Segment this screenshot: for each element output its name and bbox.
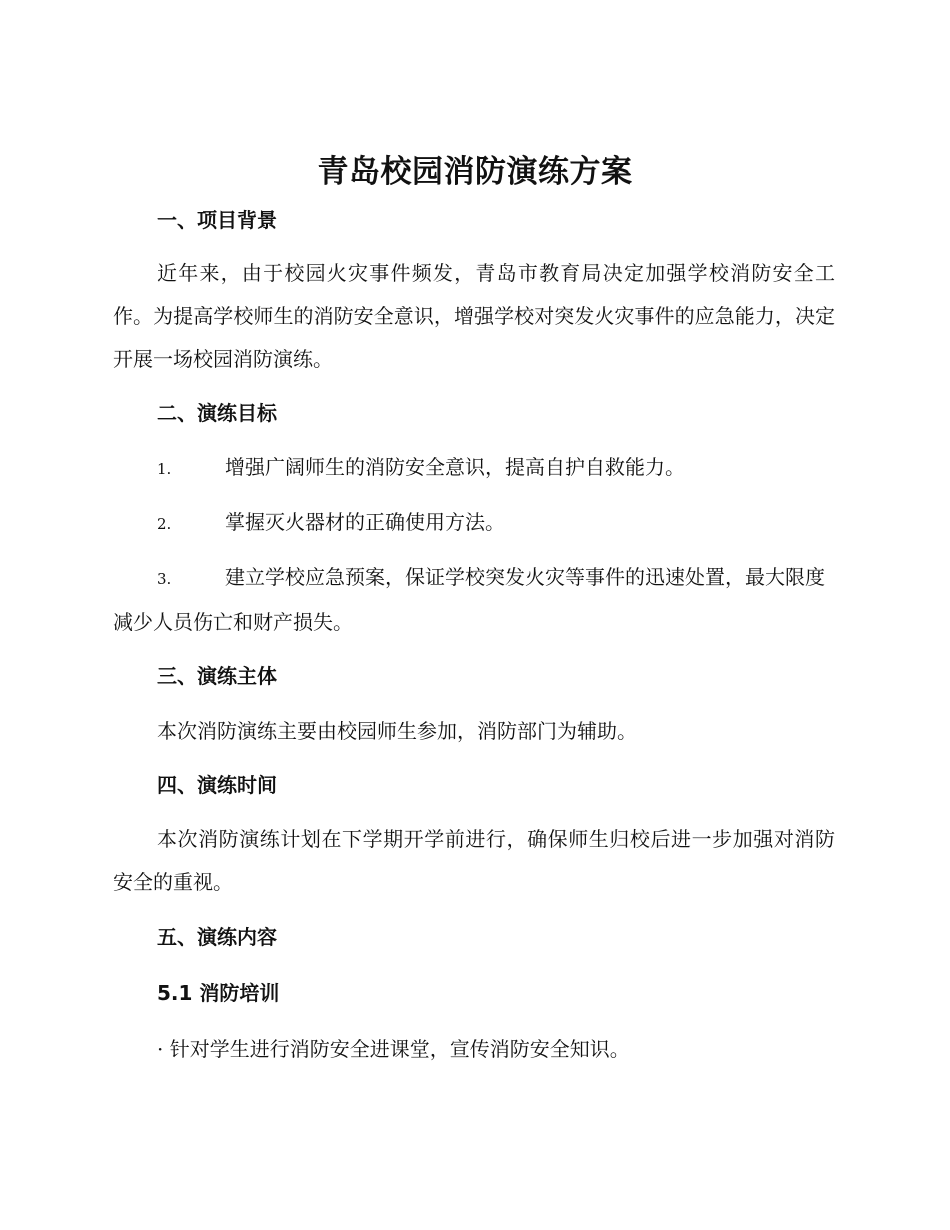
goal-number: 2.: [157, 515, 172, 533]
section-heading-subject: 三、演练主体: [157, 664, 277, 688]
section-body-time: 本次消防演练计划在下学期开学前进行，确保师生归校后进一步加强对消防安全的重视。: [113, 827, 835, 894]
section-heading-content: 五、演练内容: [157, 925, 277, 949]
goal-list-item: [113, 501, 835, 546]
document-title: 青岛校园消防演练方案: [317, 154, 633, 190]
bullet-item-training: · 针对学生进行消防安全进课堂，宣传消防安全知识。: [157, 1037, 630, 1061]
goal-text: 建立学校应急预案，保证学校突发火灾等事件的迅速处置，最大限度减少人员伤亡和财产损失。: [113, 565, 825, 634]
goal-number: 3.: [157, 570, 172, 588]
section-body-background: 近年来，由于校园火灾事件频发，青岛市教育局决定加强学校消防安全工作。为提高学校师生的消防安全意识，增强学校对突发火灾事件的应急能力，决定开展一场校园消防演练。: [113, 261, 835, 371]
goal-text: 掌握灭火器材的正确使用方法。: [225, 510, 505, 534]
goal-number: 1.: [157, 460, 172, 478]
section-heading-time: 四、演练时间: [157, 773, 277, 797]
section-heading-background: 一、项目背景: [157, 208, 277, 232]
section-heading-goals: 二、演练目标: [157, 401, 277, 425]
section-body-subject: 本次消防演练主要由校园师生参加，消防部门为辅助。: [157, 719, 637, 743]
goal-text: 增强广阔师生的消防安全意识，提高自护自救能力。: [225, 455, 685, 479]
goal-list-item: [113, 446, 835, 491]
subsection-heading-training: 5.1 消防培训: [157, 981, 280, 1005]
goal-list-item: [113, 556, 835, 644]
